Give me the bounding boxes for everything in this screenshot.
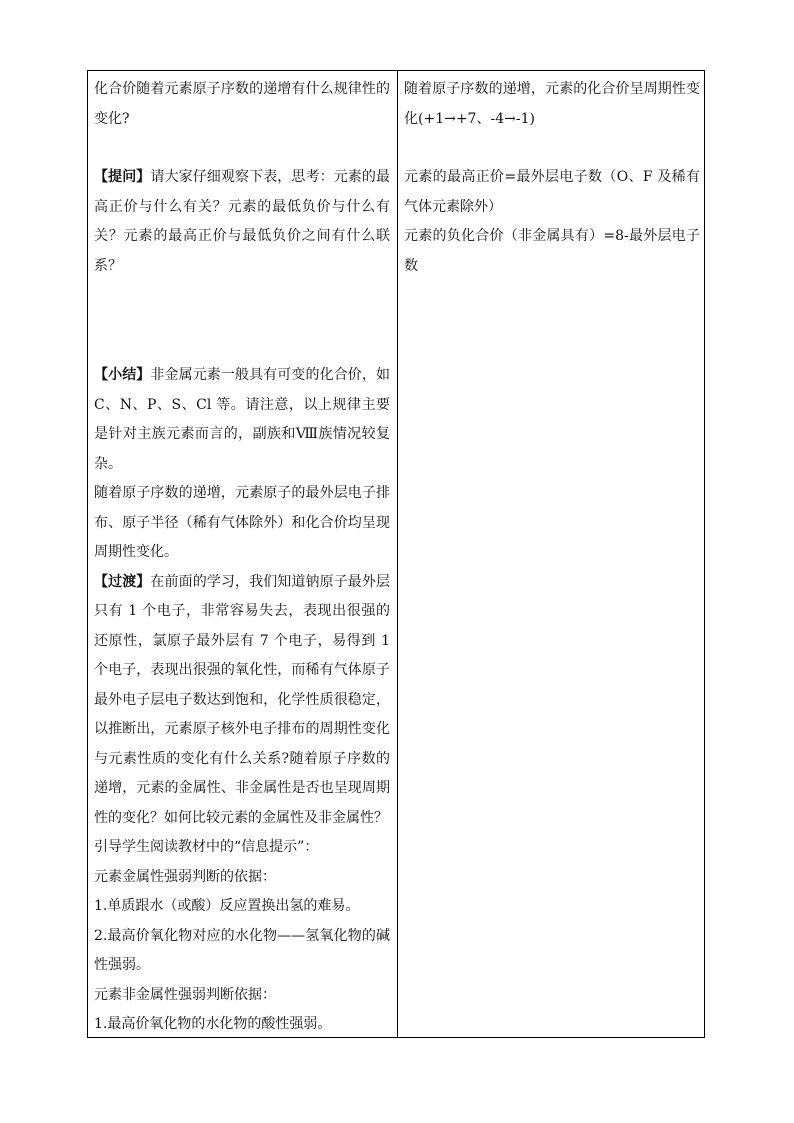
teacher-activity-column (94, 75, 390, 1040)
answer-valence-trend: 随着原子序数的递增，元素的化合价呈周期性变化(+1→+7、-4→-1) (404, 81, 700, 127)
summary-paragraph (94, 361, 390, 479)
metal-basis-item-1: 1.单质跟水（或酸）反应置换出氢的难易。 (94, 898, 360, 914)
nonmetal-basis-item-1: 1.最高价氧化物的水化物的酸性强弱。 (94, 1016, 332, 1032)
ask-paragraph (94, 163, 390, 281)
question-paragraph: 化合价随着元素原子序数的递增有什么规律性的变化? (94, 81, 390, 127)
answer-negative-valence: 元素的负化合价（非金属具有）=8-最外层电子数 (404, 228, 700, 274)
summary-tag: 【小结】 (94, 367, 151, 383)
summary-paragraph-2: 随着原子序数的递增，元素原子的最外层电子排布、原子半径（稀有气体除外）和化合价均呈现周期性变化。 (94, 485, 390, 560)
ask-text: 请大家仔细观察下表，思考：元素的最高正价与什么有关？元素的最低负价与什么有关？元素的最高正价与最低负价之间有什么联系？ (94, 169, 391, 274)
summary-text: 非金属元素一般具有可变的化合价，如 C、N、P、S、Cl 等。请注意，以上规律主要是针对主族元素而言的，副族和Ⅷ族情况较复杂。 (94, 367, 391, 472)
transition-paragraph (94, 568, 390, 834)
student-activity-column (404, 75, 700, 281)
ask-tag: 【提问】 (94, 169, 151, 185)
guide-paragraph: 引导学生阅读教材中的“信息提示”： (94, 839, 319, 855)
metal-basis-heading: 元素金属性强弱判断的依据： (94, 868, 276, 885)
answer-highest-valence: 元素的最高正价=最外层电子数（O、F 及稀有气体元素除外） (404, 169, 700, 215)
nonmetal-basis-heading: 元素非金属性强弱判断依据： (94, 986, 276, 1003)
column-divider (397, 71, 398, 1037)
metal-basis-item-2: 2.最高价氧化物对应的水化物——氢氧化物的碱性强弱。 (94, 927, 390, 973)
transition-text: 在前面的学习，我们知道钠原子最外层只有 1 个电子，非常容易失去，表现出很强的还原性，氯原子最外层有 7 个电子，易得到 1 个电子，表现出很强的氧化性，而稀有气体原子最外电子层电子数达到饱和，化学性质很稳定，以推断出，元素原子核外电子排布的周期性变化与元素性质的变化有什么关系?随着原子序数的递增，元素的金属性、非金属性是否也呈现周期性的变化？如何比较元素的金属性及非金属性？ (94, 573, 391, 826)
transition-tag: 【过渡】 (94, 573, 151, 590)
lesson-table (87, 70, 705, 1038)
